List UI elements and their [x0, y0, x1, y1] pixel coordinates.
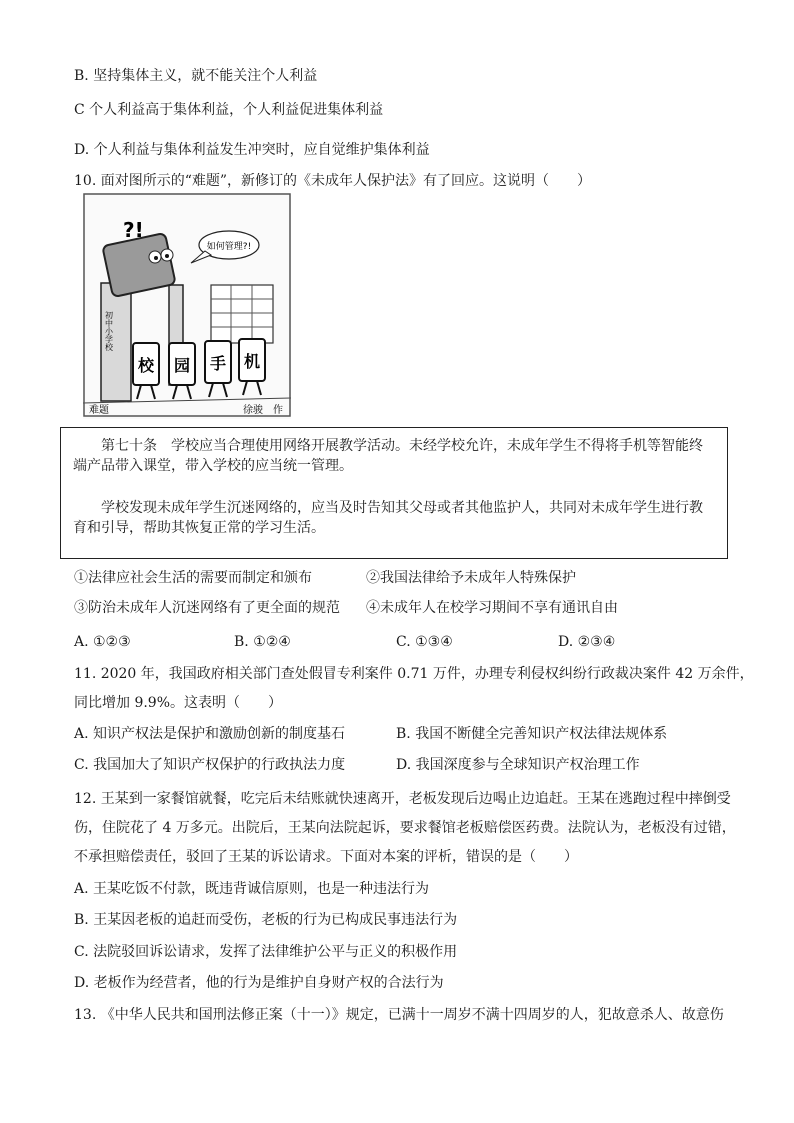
- q10-stem: 10. 面对图所示的“难题”，新修订的《未成年人保护法》有了回应。这说明（ ）: [74, 173, 592, 189]
- q11-option-a: A. 知识产权法是保护和激励创新的制度基石: [74, 726, 346, 742]
- q13-stem-line-1: 13. 《中华人民共和国刑法修正案（十一）》规定，已满十一周岁不满十四周岁的人，犯故意杀人、故意伤: [74, 1007, 724, 1023]
- cartoon-phone-3: 手: [209, 354, 227, 373]
- cartoon-exclaim: ?!: [123, 218, 144, 242]
- law-article-paragraph-2: 学校发现未成年学生沉迷网络的，应当及时告知其父母或者其他监护人，共同对未成年学生进行教育和引导，帮助其恢复正常的学习生活。: [73, 500, 703, 536]
- q12-option-d: D. 老板作为经营者，他的行为是维护自身财产权的合法行为: [74, 975, 444, 991]
- q10-statement-3: ③防治未成年人沉迷网络有了更全面的规范: [74, 600, 340, 616]
- q10-option-c: C. ①③④: [396, 634, 453, 650]
- q11-option-c: C. 我国加大了知识产权保护的行政执法力度: [74, 757, 346, 773]
- law-article-box: [60, 427, 728, 559]
- q10-option-b: B. ①②④: [234, 634, 291, 650]
- law-article-paragraph-1: 第七十条 学校应当合理使用网络开展教学活动。未经学校允许，未成年学生不得将手机等智能终端产品带入课堂，带入学校的应当统一管理。: [73, 438, 703, 474]
- q10-option-a: A. ①②③: [74, 634, 131, 650]
- q11-option-b: B. 我国不断健全完善知识产权法律法规体系: [396, 726, 668, 742]
- cartoon-phone-2: 园: [173, 356, 191, 375]
- q12-option-b: B. 王某因老板的追赶而受伤，老板的行为已构成民事违法行为: [74, 912, 458, 928]
- cartoon-gate-sign: 初中小学校: [104, 311, 114, 351]
- q9-option-c: C 个人利益高于集体利益，个人利益促进集体利益: [74, 102, 384, 118]
- q12-stem-line-3: 不承担赔偿责任，驳回了王某的诉讼请求。下面对本案的评析，错误的是（ ）: [74, 849, 578, 865]
- cartoon-caption-left: 难题: [89, 405, 109, 416]
- q11-stem-line-2: 同比增加 9.9%。这表明（ ）: [74, 695, 283, 711]
- q12-stem-line-2: 伤，住院花了 4 万多元。出院后，王某向法院起诉，要求餐馆老板赔偿医药费。法院认为，老板没有过错，: [74, 820, 736, 836]
- q10-statement-4: ④未成年人在校学习期间不享有通讯自由: [366, 600, 618, 616]
- cartoon-phone-4: 机: [243, 352, 261, 371]
- q12-option-c: C. 法院驳回诉讼请求，发挥了法律维护公平与正义的积极作用: [74, 944, 458, 960]
- cartoon-bubble-text: 如何管理?!: [206, 242, 252, 252]
- q9-option-b: B. 坚持集体主义，就不能关注个人利益: [74, 68, 318, 84]
- q10-option-d: D. ②③④: [558, 634, 616, 650]
- cartoon-image: [83, 193, 291, 419]
- q11-option-d: D. 我国深度参与全球知识产权治理工作: [396, 757, 640, 773]
- q10-statement-2: ②我国法律给予未成年人特殊保护: [366, 570, 576, 586]
- cartoon-phone-1: 校: [137, 356, 155, 375]
- q9-option-d: D. 个人利益与集体利益发生冲突时，应自觉维护集体利益: [74, 142, 430, 158]
- q12-option-a: A. 王某吃饭不付款，既违背诚信原则，也是一种违法行为: [74, 881, 430, 897]
- q11-stem-line-1: 11. 2020 年，我国政府相关部门查处假冒专利案件 0.71 万件，办理专利侵权纠纷行政裁决案件 42 万余件，: [74, 666, 754, 682]
- cartoon-drawing: [83, 193, 291, 419]
- cartoon-caption-right: 徐骏 作: [243, 405, 283, 416]
- q10-statement-1: ①法律应社会生活的需要而制定和颁布: [74, 570, 312, 586]
- q12-stem-line-1: 12. 王某到一家餐馆就餐，吃完后未结账就快速离开，老板发现后边喝止边追赶。王某在逃跑过程中摔倒受: [74, 791, 731, 807]
